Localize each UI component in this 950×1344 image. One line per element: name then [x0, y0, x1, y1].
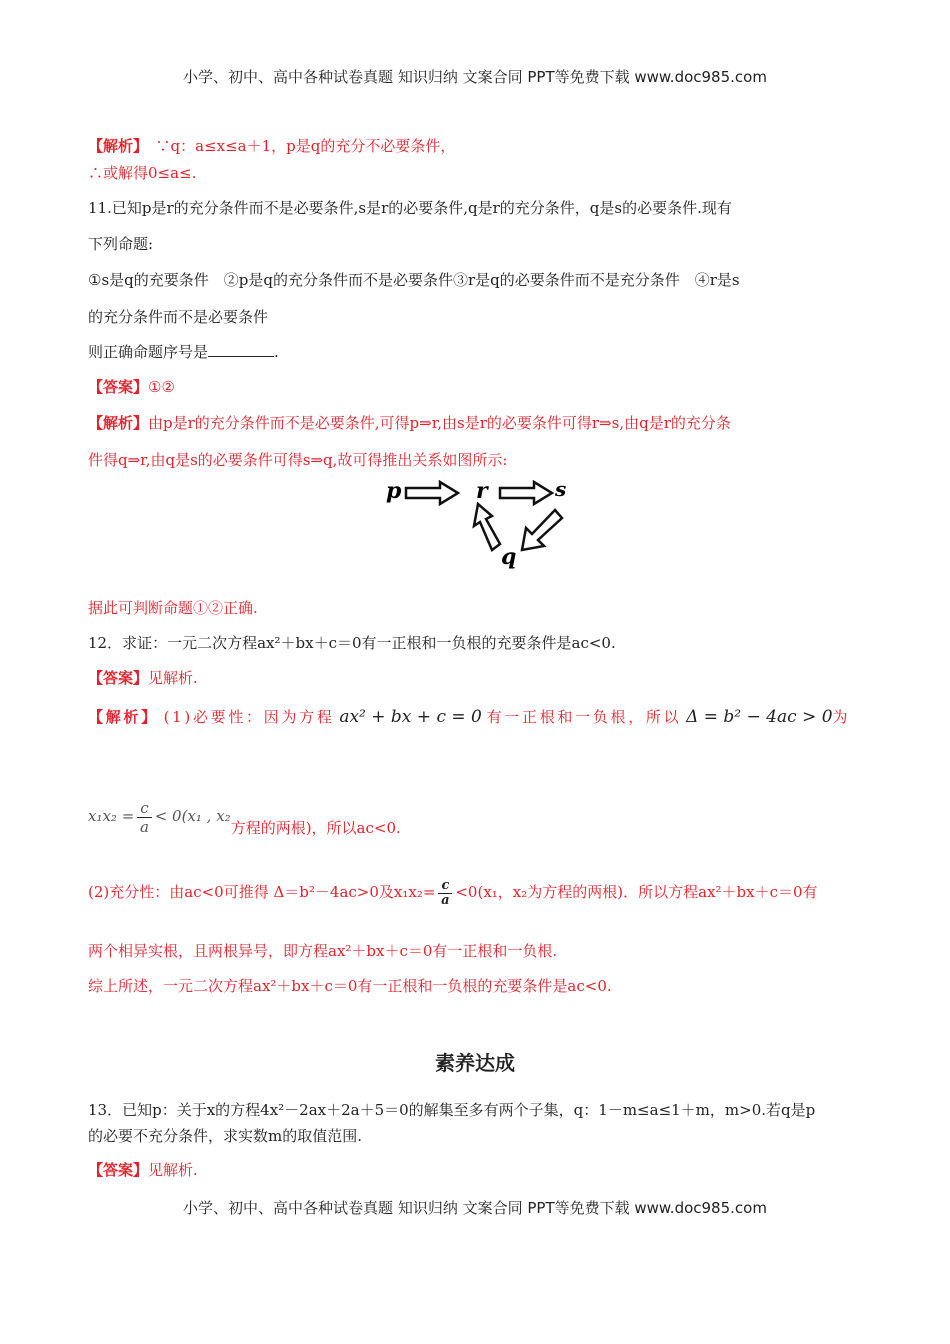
- arrow-r-to-s: [500, 482, 552, 504]
- necessity-conclusion: 方程的两根)，所以ac<0.: [230, 819, 401, 837]
- q11-fill-line: [88, 342, 279, 362]
- equation: ax² + bx + c = 0: [339, 707, 482, 727]
- analysis-label: 【解析】: [88, 708, 159, 726]
- sufficiency-text-2: <0(x₁，x₂为方程的两根)．所以方程ax²＋bx＋c＝0有: [455, 883, 818, 901]
- necessity-text: (1)必要性：因为方程: [163, 708, 335, 726]
- q12-stem: 12．求证：一元二次方程ax²＋bx＋c＝0有一正根和一负根的充要条件是ac<0.: [88, 634, 616, 652]
- necessity-text-3: 为: [832, 708, 848, 726]
- q11-answer: [88, 377, 175, 397]
- footer-banner: 小学、初中、高中各种试卷真题 知识归纳 文案合同 PPT等免费下载 www.doc985.com: [183, 1199, 767, 1217]
- node-p: p: [386, 478, 402, 504]
- q11-conclusion: 据此可判断命题①②正确.: [88, 599, 258, 617]
- node-r: r: [476, 478, 488, 504]
- implication-diagram: [380, 474, 580, 574]
- arrow-p-to-r: [406, 482, 458, 504]
- product-rhs: < 0(x₁ , x₂: [154, 807, 231, 825]
- q11-prompt-end: .: [274, 343, 279, 361]
- arrow-q-to-r: [474, 504, 500, 550]
- q11-stem-1: 11.已知p是r的充分条件而不是必要条件,s是r的必要条件,q是r的充分条件，q是s的必要条件.现有: [88, 199, 732, 217]
- q11-options-2: 的充分条件而不是必要条件: [88, 308, 269, 326]
- answer-text: ①②: [148, 378, 175, 396]
- q13-stem-1: 13．已知p：关于x的方程4x²－2ax＋2a＋5＝0的解集至多有两个子集，q：1－m≤a≤1＋m，m>0.若q是p: [88, 1101, 816, 1119]
- q11-prompt: 则正确命题序号是: [88, 343, 209, 361]
- analysis-label: 【解析】: [88, 137, 141, 155]
- fraction-den: a: [140, 817, 149, 836]
- q12-sufficiency: [88, 872, 818, 912]
- q11-options-1: ①s是q的充要条件 ②p是q的充分条件而不是必要条件③r是q的必要条件而不是充分条件 ④r是s: [88, 271, 740, 289]
- answer-text: 见解析.: [148, 669, 198, 687]
- q12-analysis-2: [88, 796, 401, 836]
- q13-answer: [88, 1160, 198, 1180]
- q11-stem-2: 下列命题:: [88, 235, 154, 253]
- analysis-text: 由p是r的充分条件而不是必要条件,可得p⇒r,由s是r的必要条件可得r⇒s,由q是r的充分条: [148, 414, 731, 432]
- q12-sufficiency-2: 两个相异实根，且两根异号，即方程ax²＋bx＋c＝0有一正根和一负根.: [88, 942, 558, 960]
- fraction-num: c: [438, 879, 452, 894]
- q12-summary: 综上所述，一元二次方程ax²＋bx＋c＝0有一正根和一负根的充要条件是ac<0.: [88, 977, 612, 995]
- fraction-c-over-a-2: [438, 879, 452, 908]
- q11-analysis-1: [88, 413, 731, 433]
- product-lhs: x₁x₂ =: [88, 807, 135, 825]
- analysis-text: ∵q：a≤x≤a＋1，p是q的充分不必要条件，: [155, 137, 456, 155]
- header-banner: 小学、初中、高中各种试卷真题 知识归纳 文案合同 PPT等免费下载 www.doc985.com: [183, 68, 767, 86]
- q12-answer: [88, 668, 198, 688]
- analysis-label: 【解析】: [88, 414, 149, 432]
- fraction-den: a: [441, 892, 450, 908]
- section-title: 素养达成: [435, 1051, 515, 1075]
- necessity-text-2: 有一正根和一负根，所以: [486, 708, 682, 726]
- answer-label: 【答案】: [88, 378, 149, 396]
- fraction-num: c: [137, 799, 151, 818]
- q12-analysis-1: [88, 704, 848, 730]
- q11-analysis-2: 件得q⇒r,由q是s的必要条件可得s⇒q,故可得推出关系如图所示:: [88, 451, 508, 469]
- answer-text: 见解析.: [148, 1161, 198, 1179]
- arrow-s-to-q: [522, 510, 562, 550]
- discriminant: Δ = b² − 4ac > 0: [686, 707, 833, 727]
- sufficiency-text: (2)充分性：由ac<0可推得 Δ＝b²－4ac>0及x₁x₂=: [88, 883, 436, 901]
- fraction-c-over-a: [137, 799, 151, 836]
- q13-stem-2: 的必要不充分条件，求实数m的取值范围.: [88, 1127, 362, 1145]
- node-q: q: [501, 544, 517, 570]
- q10-analysis: [88, 136, 455, 156]
- node-s: s: [555, 477, 567, 501]
- answer-blank: [208, 342, 274, 357]
- answer-label: 【答案】: [88, 1161, 149, 1179]
- q10-analysis-2: ∴或解得0≤a≤.: [88, 164, 197, 182]
- answer-label: 【答案】: [88, 669, 149, 687]
